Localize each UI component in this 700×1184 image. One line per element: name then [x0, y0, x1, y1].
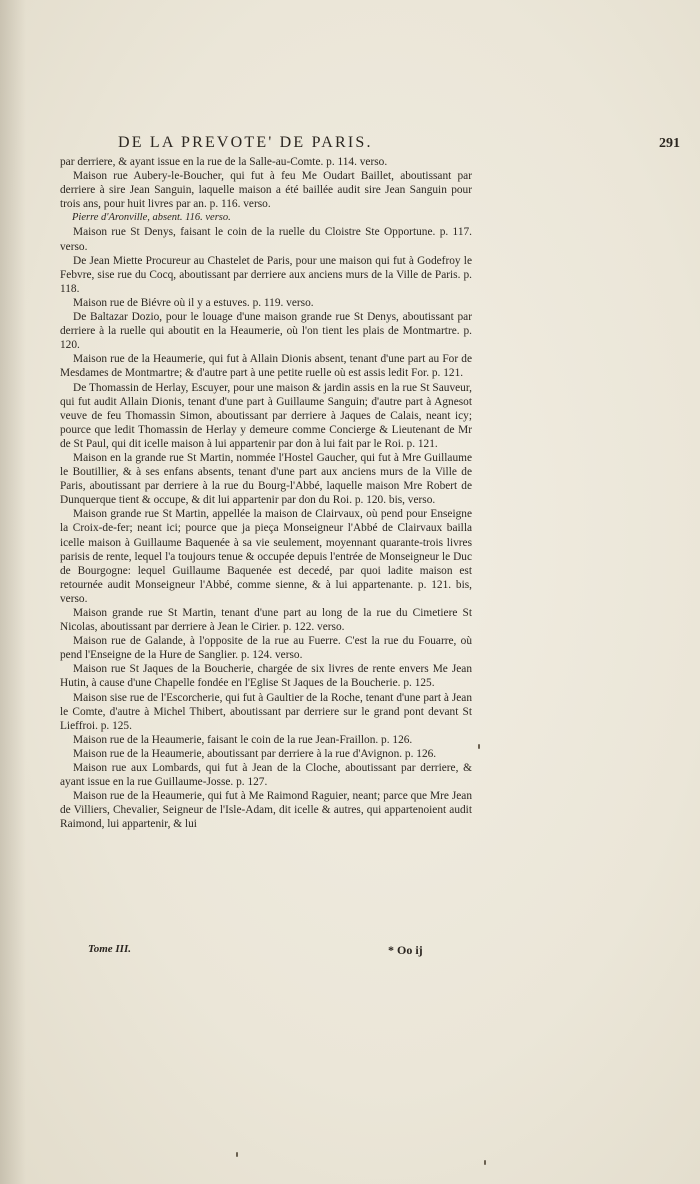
paragraph: Maison rue de la Heaumerie, aboutissant par derriere à la rue d'Avignon. p. 126. — [73, 747, 437, 760]
paragraph: Maison rue de la Heaumerie, faisant le coin de la rue Jean-Fraillon. p. 126. — [73, 733, 413, 746]
paragraph: De Thomassin de Herlay, Escuyer, pour une maison & jardin assis en la rue St Sauveur, qui fut audit Allain Dionis, tenant d'une part à Guillaume Sanguin; d'autre part à Agnesot veuve de feu Thomassin Simon, aboutissant par derriere à Jaques de Calais, neant icy; pource que ledit Thomassin de Herlay y demeure comme Concierge & Lieutenant de Mr de St Paul, qui dit icelle maison à lui appartenir par don à lui fait par le Roi. p. 121. — [60, 381, 472, 450]
paragraph: Maison rue de Biévre où il y a estuves. p. 119. verso. — [73, 296, 314, 309]
paragraph: par derriere, & ayant issue en la rue de la Salle-au-Comte. p. 114. verso. — [60, 156, 388, 168]
paragraph: Maison grande rue St Martin, appellée la maison de Clairvaux, où pend pour Enseigne la Croix-de-fer; neant ici; pource que ja pieça Monseigneur l'Abbé de Clairvaux bailla icelle maison à Guillaume Baquenée à sa vie seulement, moyennant quarante-trois livres parisis de rente, lequel l'a toujours tenue & occupée depuis l'entrée de Monseigneur le Duc de Bourgogne: lequel Guillaume Baquenée est decedé, par quoi ladite maison est retournée audit Monseigneur l'Abbé, comme sienne, & à lui appartenante. p. 121. bis, verso. — [60, 508, 472, 605]
paper-speck — [236, 1152, 238, 1157]
paper-speck — [484, 1160, 486, 1165]
paragraph: Maison rue de la Heaumerie, qui fut à Me Raimond Raguier, neant; parce que Mre Jean de Villiers, Chevalier, Seigneur de l'Isle-Adam, dit icelle & autres, qui appartenoient audit Raimond, lui appartenir, & lui — [60, 790, 472, 831]
paragraph: Maison rue St Denys, faisant le coin de la ruelle du Cloistre Ste Opportune. p. 117. verso. — [60, 226, 472, 253]
paragraph: De Baltazar Dozio, pour le louage d'une maison grande rue St Denys, aboutissant par derriere à la ruelle qui aboutit en la Heaumerie, où l'on tient les plais de Montmartre. p. 120. — [60, 311, 472, 352]
volume-label: Tome III. — [88, 943, 131, 955]
paragraph: Maison rue St Jaques de la Boucherie, chargée de six livres de rente envers Me Jean Hutin, à cause d'une Chapelle fondée en l'Eglise St Jaques de la Boucherie. p. 125. — [60, 663, 472, 690]
running-head: DE LA PREVOTE' DE PARIS. — [118, 134, 373, 151]
paragraph: Maison rue de la Heaumerie, qui fut à Allain Dionis absent, tenant d'une part au For de Mesdames de Montmartre; & d'autre part à une petite ruelle où est assis ledit For. p. 121. — [60, 353, 472, 380]
page-footer — [60, 943, 472, 959]
paragraph: Maison grande rue St Martin, tenant d'une part au long de la rue du Cimetiere St Nicolas, aboutissant par derriere à Jean le Cirier. p. 122. verso. — [60, 607, 472, 634]
page-number: 291 — [659, 136, 680, 151]
binding-shadow — [0, 0, 26, 1184]
paragraph: Maison sise rue de l'Escorcherie, qui fut à Gaultier de la Roche, tenant d'une part à Jean le Comte, d'autre à Michel Thibert, aboutissant par derriere sur le grand pont devant St Lieffroi. p. 125. — [60, 691, 472, 732]
paragraph: Maison rue Aubery-le-Boucher, qui fut à feu Me Oudart Baillet, aboutissant par derriere à sire Jean Sanguin, laquelle maison a été baillée audit sire Jean Sanguin pour trois ans, pour huit livres par an. p. 116. verso. — [60, 170, 472, 211]
paragraph: Maison en la grande rue St Martin, nommée l'Hostel Gaucher, qui fut à Mre Guillaume le Boutillier, & à ses enfans absents, tenant d'une part aux anciens murs de la Ville de Paris, aboutissant par derriere à la rue du Bourg-l'Abbé, laquelle maison Mre Robert de Dunquerque tient & occupe, & dit lui appartenir par don du Roi. p. 120. bis, verso. — [60, 451, 472, 507]
paragraph: Maison rue aux Lombards, qui fut à Jean de la Cloche, aboutissant par derriere, & ayant issue en la rue Guillaume-Josse. p. 127. — [60, 762, 472, 789]
paper-speck — [478, 744, 480, 749]
marginal-note: Pierre d'Aronville, absent. 116. verso. — [72, 212, 231, 224]
page-header — [60, 134, 680, 156]
paragraph: Maison rue de Galande, à l'opposite de la rue au Fuerre. C'est la rue du Fouarre, où pend l'Enseigne de la Hure de Sanglier. p. 124. verso. — [60, 635, 472, 662]
signature-mark: * Oo ij — [388, 943, 423, 957]
paragraph: De Jean Miette Procureur au Chastelet de Paris, pour une maison qui fut à Godefroy le Febvre, sise rue du Cocq, aboutissant par derriere aux anciens murs de la Ville de Paris. p. 118. — [60, 254, 472, 295]
body-text — [60, 155, 472, 832]
